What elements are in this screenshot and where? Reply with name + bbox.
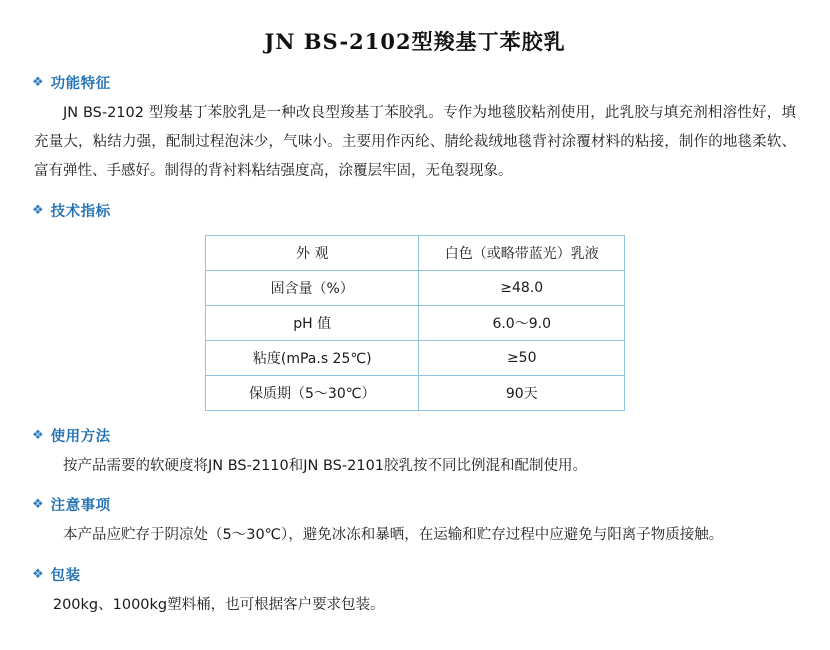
table-row	[206, 306, 625, 341]
spec-name-cell: 保质期（5～30℃）	[206, 376, 419, 411]
spec-table-wrapper	[26, 235, 804, 411]
page-title: JN BS-2102型羧基丁苯胶乳	[264, 29, 566, 54]
spec-name-cell: 粘度(mPa.s 25℃)	[206, 341, 419, 376]
section-body-features: JN BS-2102 型羧基丁苯胶乳是一种改良型羧基丁苯胶乳。专作为地毯胶粘剂使用，此乳胶与填充剂相溶性好，填充量大，粘结力强，配制过程泡沫少，气味小。主要用作丙纶、腈纶裁绒地毯背衬涂覆材料的粘接，制作的地毯柔软、富有弹性、手感好。制得的背衬料粘结强度高，涂覆层牢固，无龟裂现象。	[34, 105, 796, 179]
diamond-bullet-icon: ❖	[32, 75, 44, 90]
spec-value-cell: ≥48.0	[419, 271, 625, 306]
section-label-cautions: 注意事项	[50, 498, 111, 515]
table-row	[206, 236, 625, 271]
spec-value-cell: 6.0～9.0	[419, 306, 625, 341]
spec-value-cell: ≥50	[419, 341, 625, 376]
diamond-bullet-icon: ❖	[32, 203, 44, 218]
spec-table	[205, 235, 625, 411]
section-body-cautions: 本产品应贮存于阴凉处（5～30℃），避免冰冻和暴晒，在运输和贮存过程中应避免与阳离子物质接触。	[63, 527, 724, 544]
section-body-usage: 按产品需要的软硬度将JN BS-2110和JN BS-2101胶乳按不同比例混和配制使用。	[63, 458, 588, 474]
section-label-packaging: 包装	[50, 567, 81, 584]
table-row	[206, 271, 625, 306]
spec-value-cell: 白色（或略带蓝光）乳液	[419, 236, 625, 271]
section-heading-usage	[32, 425, 804, 446]
diamond-bullet-icon: ❖	[32, 428, 44, 443]
section-heading-features	[32, 72, 804, 93]
spec-value-cell: 90天	[419, 376, 625, 411]
section-label-usage: 使用方法	[50, 429, 111, 445]
diamond-bullet-icon: ❖	[32, 566, 44, 582]
section-label-specs: 技术指标	[50, 204, 111, 220]
section-heading-specs	[32, 200, 804, 221]
section-heading-cautions	[32, 494, 804, 515]
section-body-packaging: 200kg、1000kg塑料桶，也可根据客户要求包装。	[52, 596, 385, 613]
table-row	[206, 341, 625, 376]
spec-name-cell: 外 观	[206, 236, 419, 271]
table-row	[206, 376, 625, 411]
spec-name-cell: 固含量（%）	[206, 271, 419, 306]
section-label-features: 功能特征	[50, 76, 111, 92]
spec-name-cell: pH 值	[206, 306, 419, 341]
section-heading-packaging	[32, 564, 804, 585]
diamond-bullet-icon: ❖	[32, 497, 44, 513]
